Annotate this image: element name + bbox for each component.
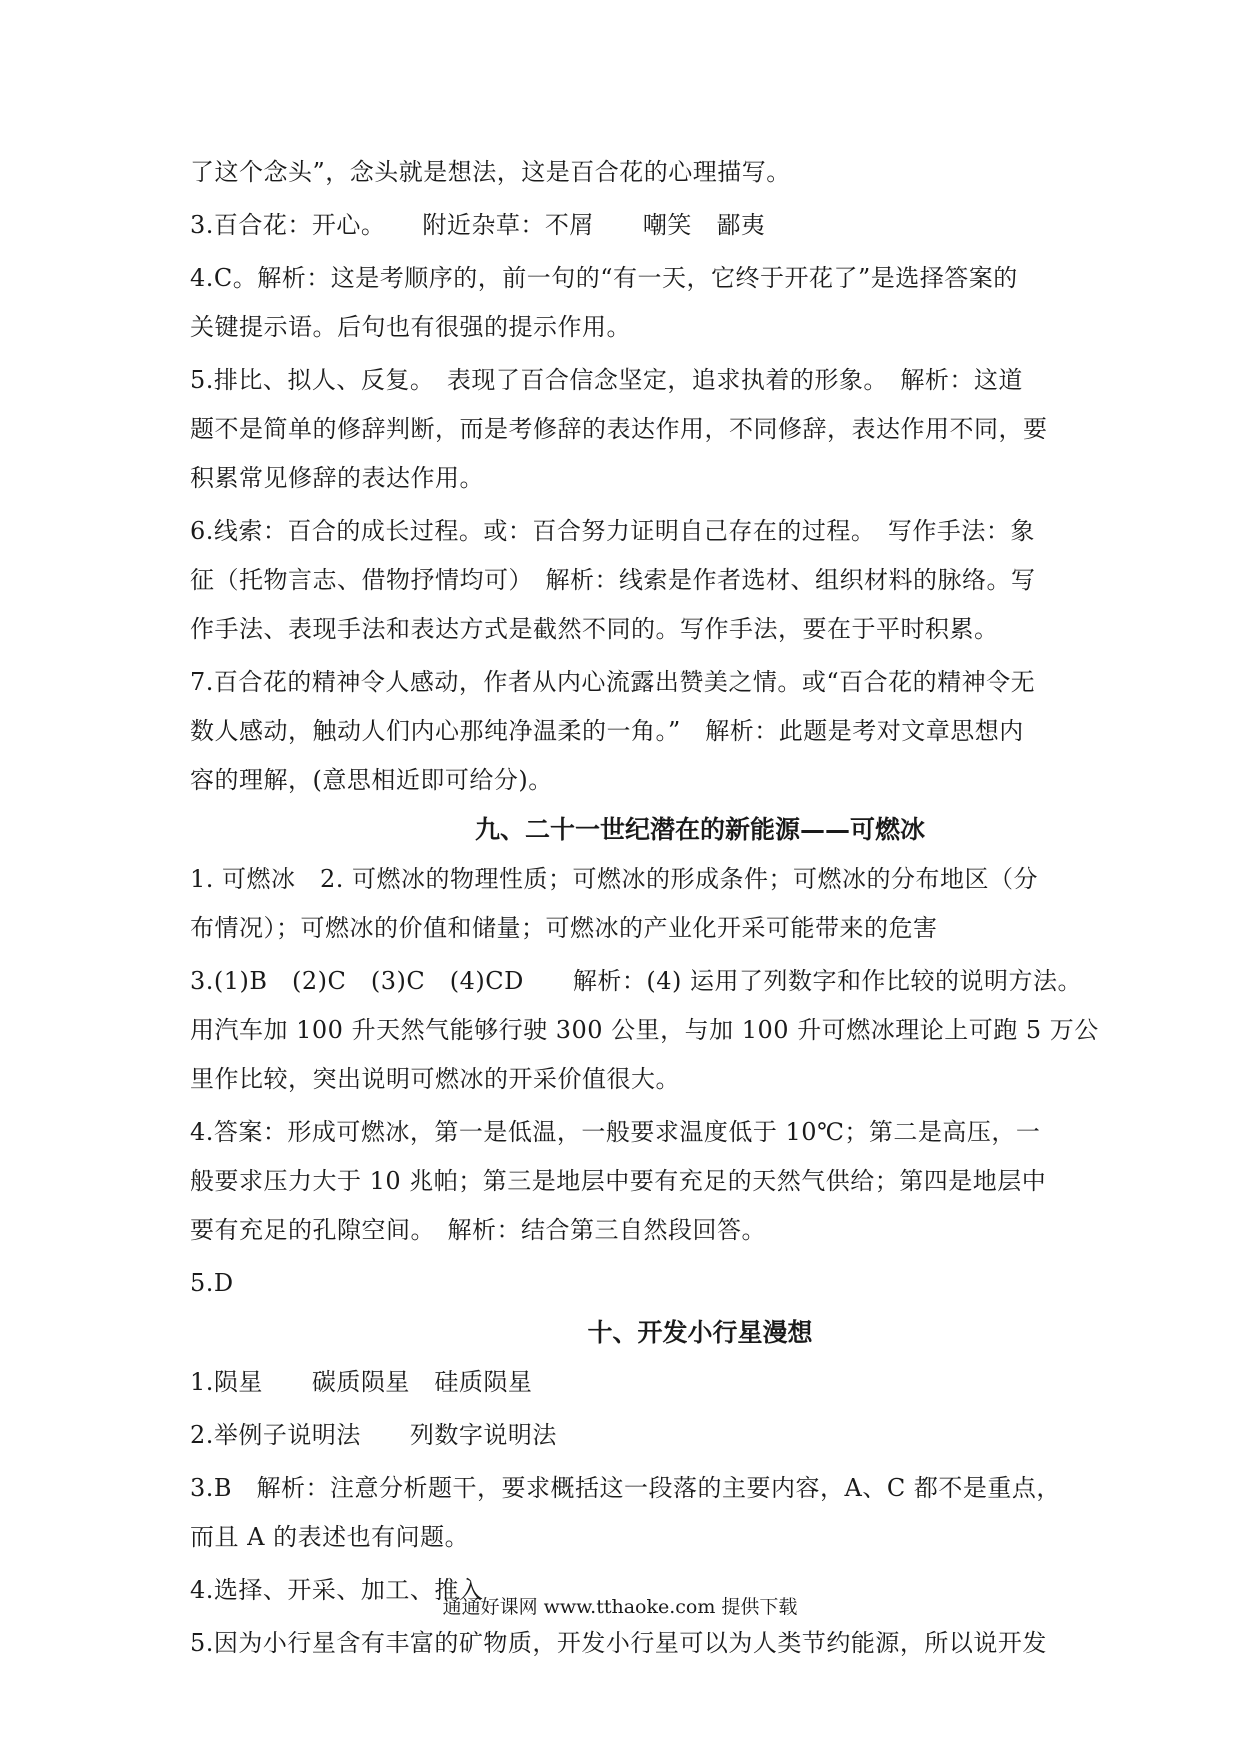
text-line: 5.因为小行星含有丰富的矿物质，开发小行星可以为人类节约能源，所以说开发 [190,1629,1047,1657]
section-heading-9: 九、二十一世纪潜在的新能源——可燃冰 [474,815,925,844]
text-line: 5.D [190,1269,234,1297]
section-10-answers [190,1358,1060,1668]
text-line: 了这个念头”，念头就是想法，这是百合花的心理描写。 [190,158,791,186]
text-line: 征（托物言志、借物抒情均可） 解析：线索是作者选材、组织材料的脉络。写 [190,566,1036,594]
text-line: 2.举例子说明法 列数字说明法 [190,1421,557,1449]
text-line: 积累常见修辞的表达作用。 [190,464,484,492]
text-line: 要有充足的孔隙空间。 解析：结合第三自然段回答。 [190,1216,766,1244]
section-9-answers [190,855,1099,1308]
text-line: 般要求压力大于 10 兆帕；第三是地层中要有充足的天然气供给；第四是地层中 [190,1167,1047,1195]
page-footer: 通通好课网 www.tthaoke.com 提供下载 [442,1596,798,1618]
text-line: 3.(1)B (2)C (3)C (4)CD 解析：(4) 运用了列数字和作比较的说明方法。 [190,967,1082,995]
text-line: 4.选择、开采、加工、推入 [190,1576,484,1604]
text-line: 1. 可燃冰 2. 可燃冰的物理性质；可燃冰的形成条件；可燃冰的分布地区（分 [190,865,1039,893]
text-line: 数人感动，触动人们内心那纯净温柔的一角。” 解析：此题是考对文章思想内 [190,717,1024,745]
text-line: 布情况）；可燃冰的价值和储量；可燃冰的产业化开采可能带来的危害 [190,914,938,942]
text-line: 4.答案：形成可燃冰，第一是低温，一般要求温度低于 10℃；第二是高压，一 [190,1118,1041,1146]
text-line: 7.百合花的精神令人感动，作者从内心流露出赞美之情。或“百合花的精神令无 [190,668,1036,696]
text-line: 关键提示语。后句也有很强的提示作用。 [190,313,631,341]
text-line: 里作比较，突出说明可燃冰的开采价值很大。 [190,1065,680,1093]
text-line: 1.陨星 碳质陨星 硅质陨星 [190,1368,533,1396]
text-line: 4.C。解析：这是考顺序的，前一句的“有一天，它终于开花了”是选择答案的 [190,264,1018,292]
text-line: 用汽车加 100 升天然气能够行驶 300 公里，与加 100 升可燃冰理论上可跑 5 万公 [190,1016,1099,1044]
text-line: 容的理解，(意思相近即可给分)。 [190,766,553,794]
text-line: 作手法、表现手法和表达方式是截然不同的。写作手法，要在于平时积累。 [190,615,999,643]
text-line: 6.线索：百合的成长过程。或：百合努力证明自己存在的过程。 写作手法：象 [190,517,1035,545]
section-heading-10: 十、开发小行星漫想 [587,1318,813,1347]
text-line: 3.百合花：开心。 附近杂草：不屑 嘲笑 鄙夷 [190,211,766,239]
text-line: 题不是简单的修辞判断，而是考修辞的表达作用，不同修辞，表达作用不同，要 [190,415,1048,443]
text-line: 3.B 解析：注意分析题干，要求概括这一段落的主要内容，A、C 都不是重点， [190,1474,1061,1502]
text-line: 5.排比、拟人、反复。 表现了百合信念坚定，追求执着的形象。 解析：这道 [190,366,1023,394]
text-line: 而且 A 的表述也有问题。 [190,1523,470,1551]
section-8-continued [190,148,1060,805]
answer-key-page [190,148,1099,1668]
